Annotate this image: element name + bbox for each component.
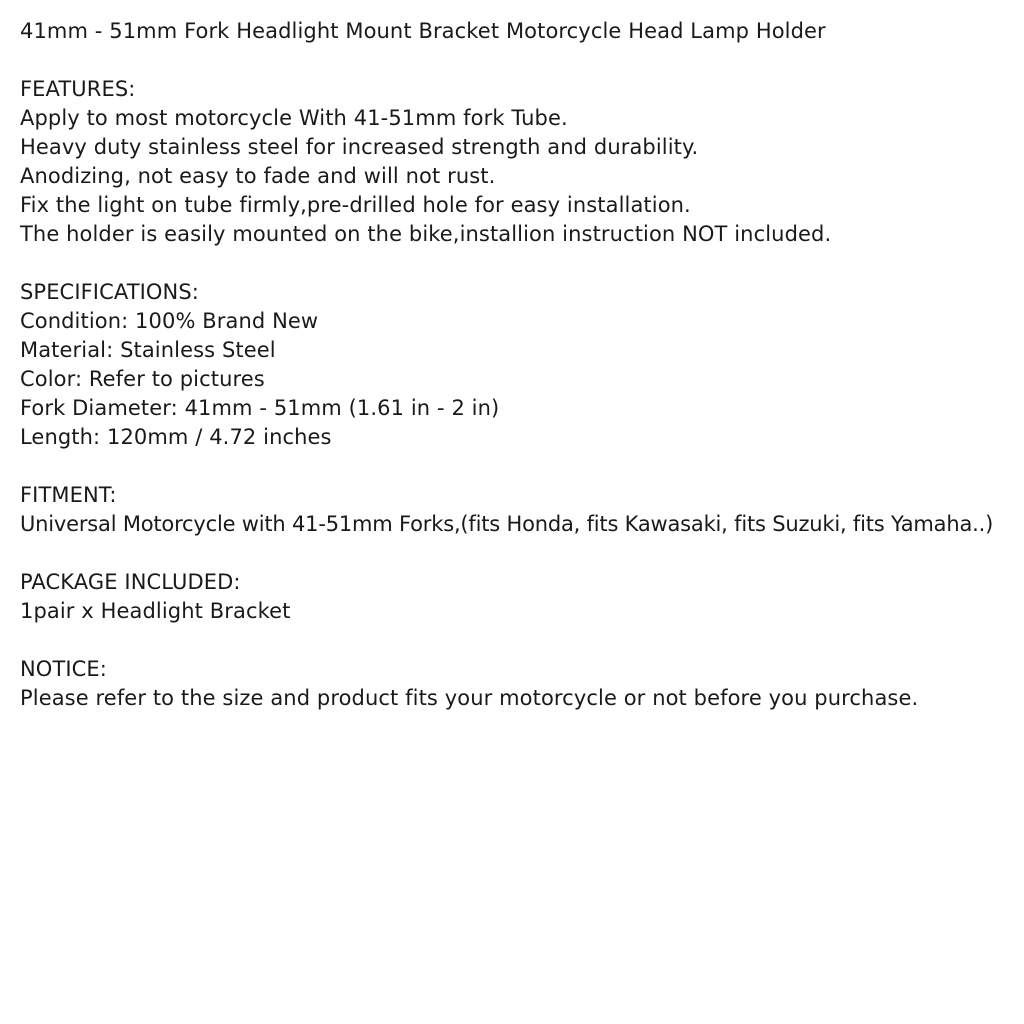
package-heading: PACKAGE INCLUDED: bbox=[20, 570, 241, 594]
feature-item: The holder is easily mounted on the bike,installion instruction NOT included. bbox=[20, 222, 832, 246]
notice-text: Please refer to the size and product fits your motorcycle or not before you purchase. bbox=[20, 686, 919, 710]
spacer bbox=[20, 46, 1020, 75]
product-description bbox=[20, 17, 1020, 713]
features-heading: FEATURES: bbox=[20, 77, 136, 101]
spec-item: Condition: 100% Brand New bbox=[20, 309, 319, 333]
feature-item: Fix the light on tube firmly,pre-drilled hole for easy installation. bbox=[20, 193, 691, 217]
fitment-heading: FITMENT: bbox=[20, 483, 117, 507]
feature-item: Apply to most motorcycle With 41-51mm fork Tube. bbox=[20, 106, 568, 130]
spacer bbox=[20, 452, 1020, 481]
spec-item: Length: 120mm / 4.72 inches bbox=[20, 425, 332, 449]
feature-item: Anodizing, not easy to fade and will not rust. bbox=[20, 164, 496, 188]
spacer bbox=[20, 539, 1020, 568]
feature-item: Heavy duty stainless steel for increased strength and durability. bbox=[20, 135, 699, 159]
spec-item: Color: Refer to pictures bbox=[20, 367, 265, 391]
fitment-text: Universal Motorcycle with 41-51mm Forks,(fits Honda, fits Kawasaki, fits Suzuki, fits Yamaha..) bbox=[20, 512, 994, 536]
spacer bbox=[20, 626, 1020, 655]
spec-item: Fork Diameter: 41mm - 51mm (1.61 in - 2 in) bbox=[20, 396, 500, 420]
spec-item: Material: Stainless Steel bbox=[20, 338, 276, 362]
spacer bbox=[20, 249, 1020, 278]
product-title: 41mm - 51mm Fork Headlight Mount Bracket Motorcycle Head Lamp Holder bbox=[20, 19, 826, 43]
package-text: 1pair x Headlight Bracket bbox=[20, 599, 291, 623]
notice-heading: NOTICE: bbox=[20, 657, 107, 681]
specifications-heading: SPECIFICATIONS: bbox=[20, 280, 199, 304]
